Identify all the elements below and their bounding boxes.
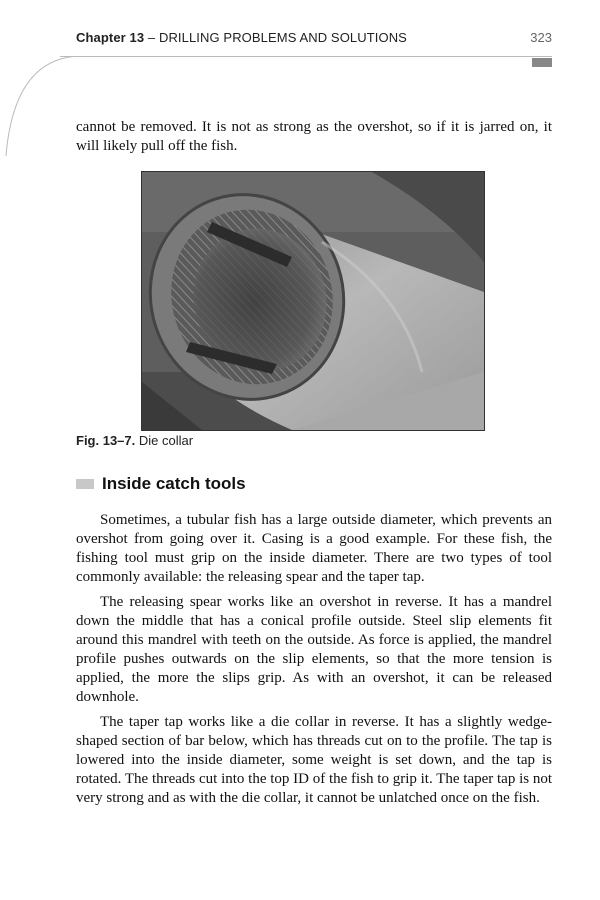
- body-paragraph: The releasing spear works like an overshot in reverse. It has a mandrel down the middle that has a conical profile outside. Steel slip elements fit around this mandrel with teeth on the outside. As force is applied, the mandrel profile pushes outwards on the slip elements, so that the more tension is applied, the more the slips grip. As with an overshot, it can be released downhole.: [76, 594, 552, 705]
- running-head: [76, 30, 407, 45]
- body-paragraph: The taper tap works like a die collar in reverse. It has a slightly wedge-shaped section of bar below, which has threads cut on to the profile. The tap is lowered into the inside diameter, some weight is set down, and the tap is rotated. The threads cut into the top ID of the fish to grip it. The taper tap is not very strong and as with the die collar, it cannot be unlatched once on the fish.: [76, 714, 553, 806]
- page-number: 323: [530, 30, 552, 45]
- section-heading: [76, 474, 246, 494]
- figure-caption: [76, 433, 193, 448]
- intro-paragraph: cannot be removed. It is not as strong as the overshot, so if it is jarred on, it will likely pull off the fish.: [76, 119, 552, 154]
- figure-caption-text: Die collar: [135, 433, 194, 448]
- section-marker: [76, 479, 94, 489]
- die-collar-photo: [141, 171, 485, 431]
- body-paragraph: Sometimes, a tubular fish has a large outside diameter, which prevents an overshot from going over it. Casing is a good example. For these fish, the fishing tool must grip on the inside diameter. There are two types of tool commonly available: the releasing spear and the taper tap.: [76, 512, 552, 585]
- section-title: Inside catch tools: [102, 474, 246, 493]
- header-rule: [60, 56, 552, 57]
- chapter-number: Chapter 13: [76, 30, 145, 45]
- figure-label: Fig. 13–7.: [76, 433, 136, 448]
- header-curve-decoration: [0, 56, 80, 156]
- page-header: [76, 30, 552, 50]
- section-body: [76, 511, 552, 814]
- header-tab-marker: [532, 58, 552, 67]
- chapter-title: – DRILLING PROBLEMS AND SOLUTIONS: [144, 30, 407, 45]
